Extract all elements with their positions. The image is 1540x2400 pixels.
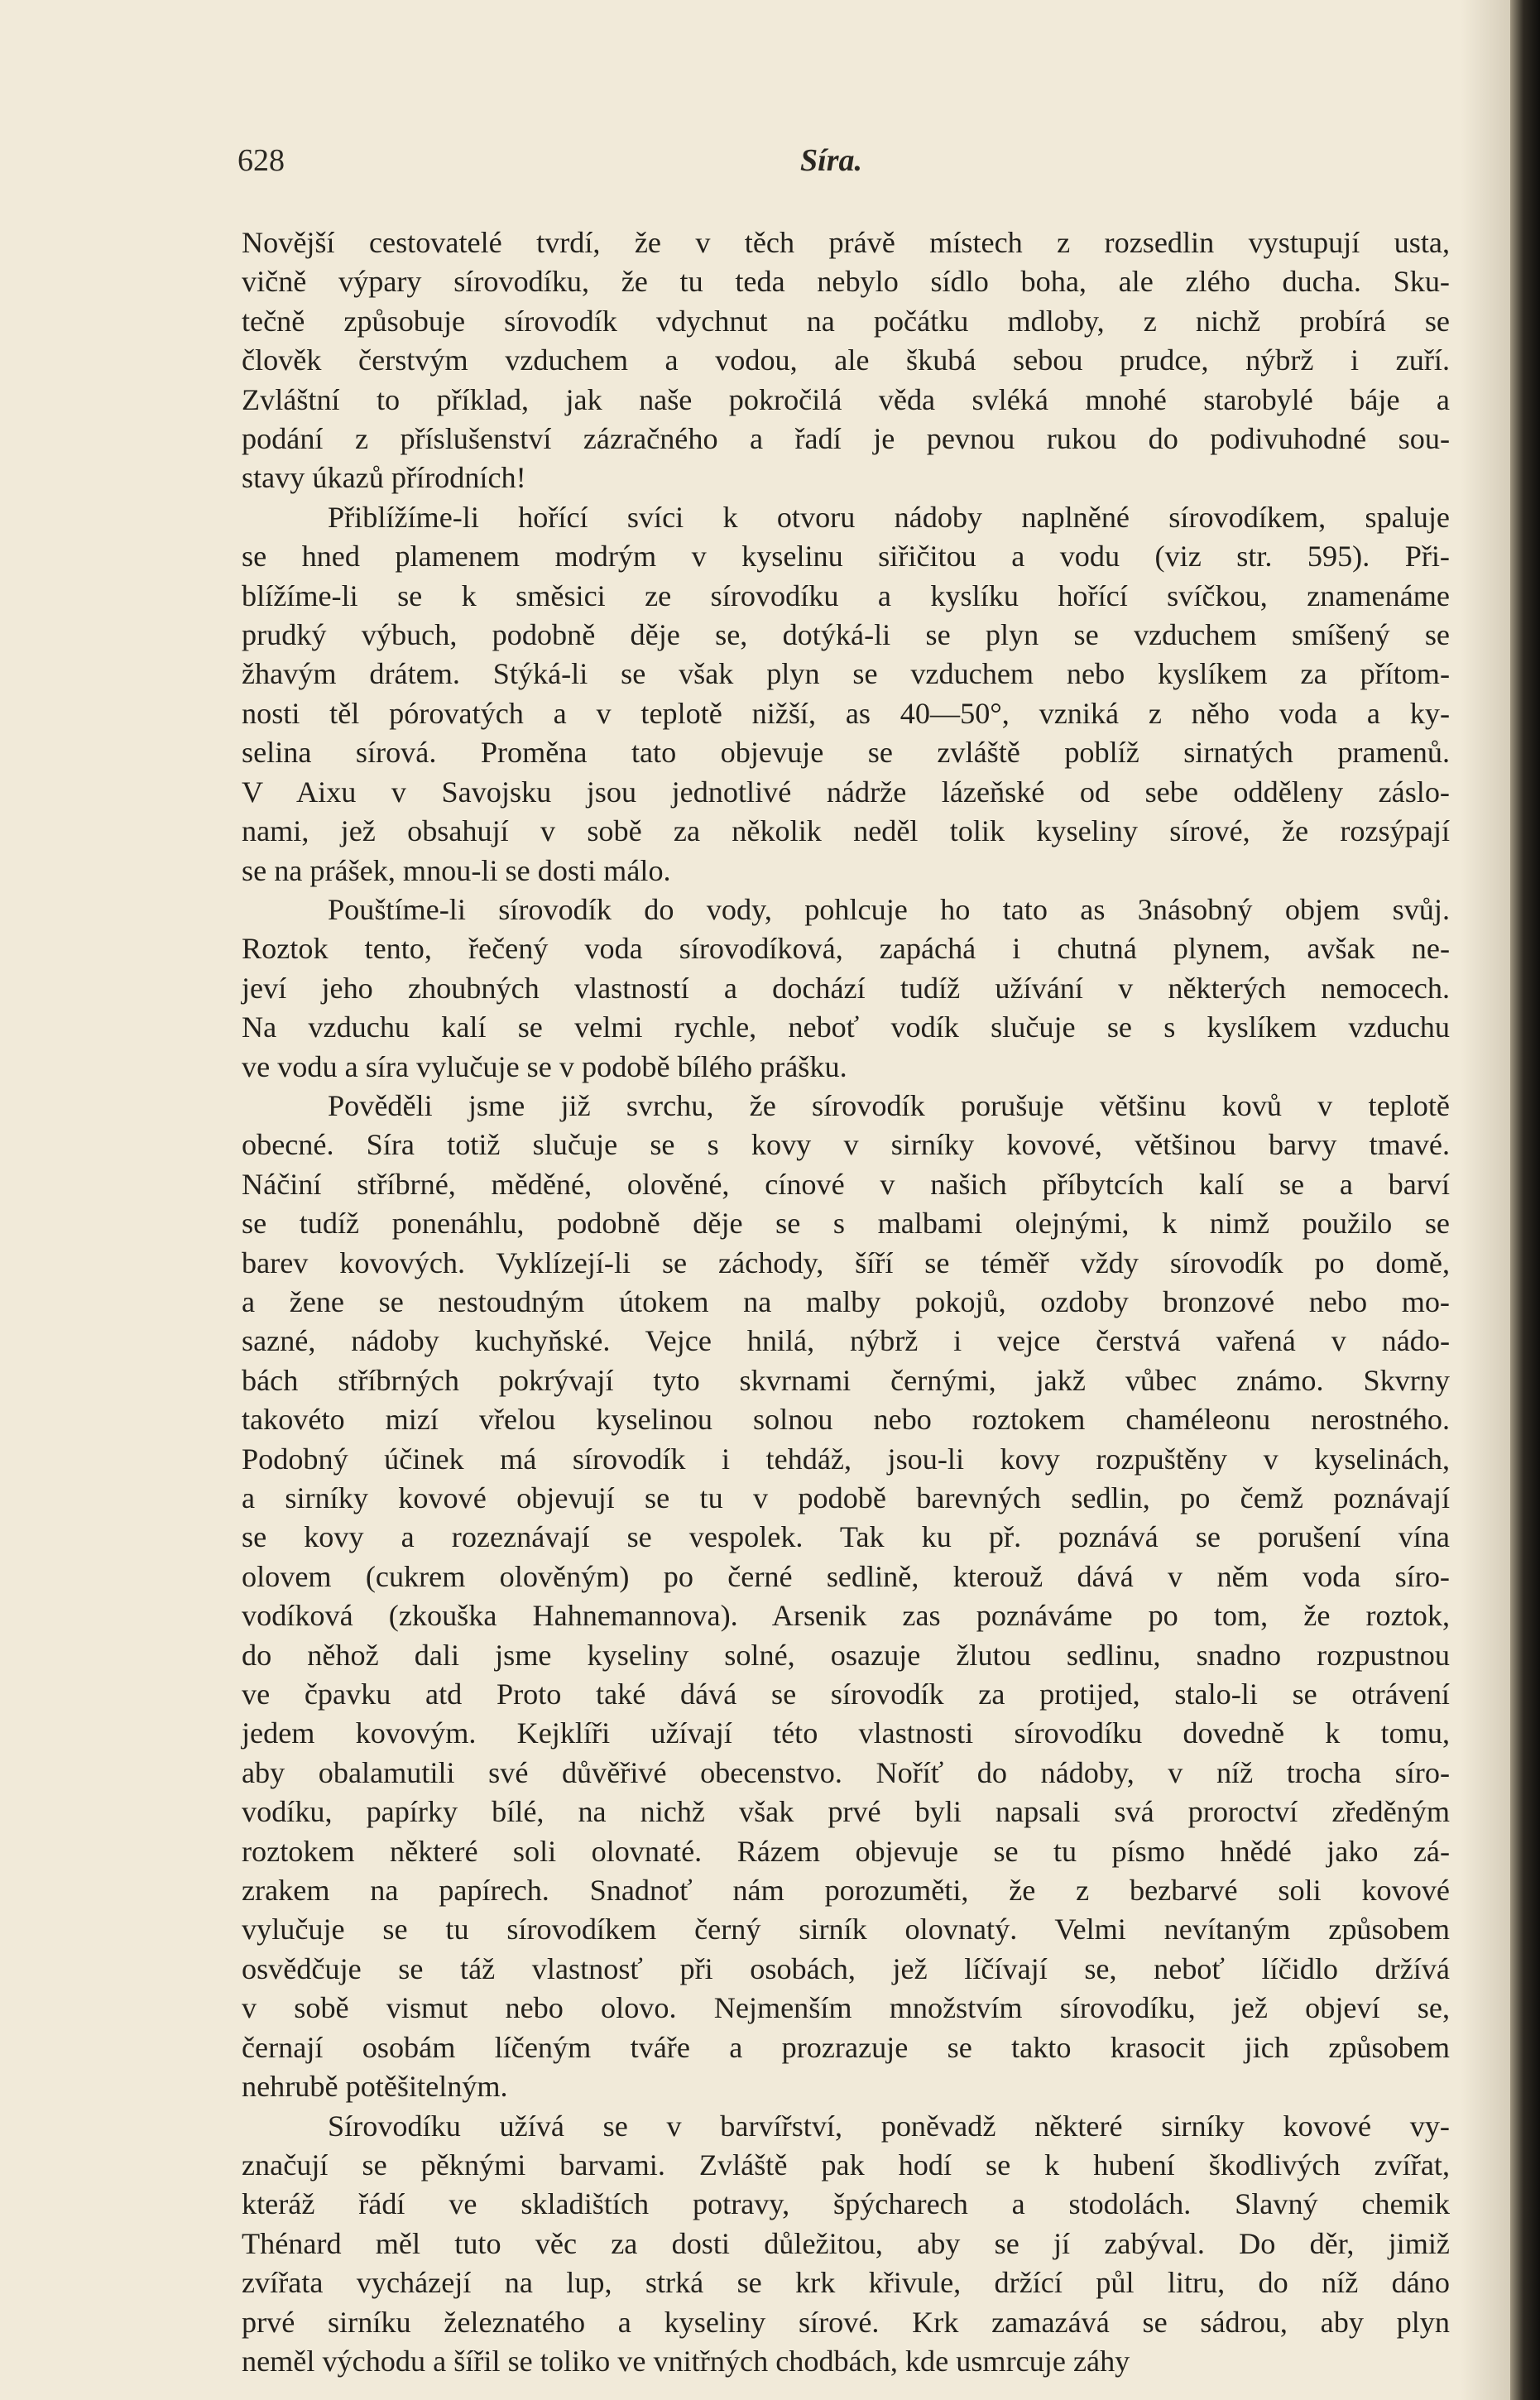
text-line: Pověděli jsme již svrchu, že sírovodík porušuje většinu kovů v teplotě	[328, 1088, 1450, 1122]
text-line: žhavým drátem. Stýká-li se však plyn se vzduchem nebo kyslíkem za přítom-	[242, 657, 1450, 691]
text-line: jeví jeho zhoubných vlastností a dochází tudíž užívání v některých nemocech.	[242, 971, 1450, 1005]
text-line: Na vzduchu kalí se velmi rychle, neboť vodík slučuje se s kyslíkem vzduchu	[242, 1010, 1450, 1044]
text-line: prudký výbuch, podobně děje se, dotýká-li se plyn se vzduchem smíšený se	[242, 618, 1450, 652]
text-line: sazné, nádoby kuchyňské. Vejce hnilá, nýbrž i vejce čerstvá vařená v nádo-	[242, 1324, 1450, 1358]
running-title: Síra.	[800, 143, 862, 178]
text-line: se na prášek, mnou-li se dosti málo.	[242, 853, 671, 887]
text-line: v sobě vismut nebo olovo. Nejmenším množstvím sírovodíku, jež objeví se,	[242, 1991, 1450, 2025]
text-line: zrakem na papírech. Snadnoť nám porozuměti, že z bezbarvé soli kovové	[242, 1874, 1450, 1908]
binding-shadow	[1461, 0, 1510, 2400]
text-line: osvědčuje se táž vlastnosť při osobách, jež líčívají se, neboť líčidlo držívá	[242, 1951, 1450, 1985]
text-line: ve vodu a síra vylučuje se v podobě bílého prášku.	[242, 1049, 847, 1083]
paragraph	[242, 223, 1450, 498]
text-line: olovem (cukrem olověným) po černé sedlině, kterouž dává v něm voda síro-	[242, 1559, 1450, 1593]
text-line: Roztok tento, řečený voda sírovodíková, zapáchá i chutná plynem, avšak ne-	[242, 932, 1450, 966]
text-line: zvířata vycházejí na lup, strká se krk křivule, držící půl litru, do níž dáno	[242, 2266, 1450, 2300]
text-line: nami, jež obsahují v sobě za několik neděl tolik kyseliny sírové, že rozsýpají	[242, 814, 1450, 848]
text-line: takovéto mizí vřelou kyselinou solnou nebo roztokem chaméleonu nerostného.	[242, 1403, 1450, 1437]
text-line: roztokem některé soli olovnaté. Rázem objevuje se tu písmo hnědé jako zá-	[242, 1834, 1450, 1868]
text-line: člověk čerstvým vzduchem a vodou, ale škubá sebou prudce, nýbrž i zuří.	[242, 343, 1450, 377]
text-line: značují se pěknými barvami. Zvláště pak hodí se k hubení škodlivých zvířat,	[242, 2148, 1450, 2182]
text-line: Sírovodíku užívá se v barvířství, poněvadž některé sirníky kovové vy-	[328, 2109, 1450, 2143]
text-line: tečně způsobuje sírovodík vdychnut na počátku mdloby, z nichž probírá se	[242, 304, 1450, 338]
paragraph	[242, 890, 1450, 1087]
page-header	[237, 142, 1454, 187]
text-line: vodíková (zkouška Hahnemannova). Arsenik zas poznáváme po tom, že roztok,	[242, 1599, 1450, 1633]
text-line: stavy úkazů přírodních!	[242, 461, 526, 495]
text-line: obecné. Síra totiž slučuje se s kovy v sirníky kovové, většinou barvy tmavé.	[242, 1128, 1450, 1162]
text-line: prvé sirníku železnatého a kyseliny sírové. Krk zamazává se sádrou, aby plyn	[242, 2305, 1450, 2339]
paragraph	[242, 1087, 1450, 2107]
text-line: a žene se nestoudným útokem na malby pokojů, ozdoby bronzové nebo mo-	[242, 1284, 1450, 1318]
text-line: Náčiní stříbrné, měděné, olověné, cínové v našich příbytcích kalí se a barví	[242, 1167, 1450, 1201]
text-line: kteráž řádí ve skladištích potravy, špýcharech a stodolách. Slavný chemik	[242, 2187, 1450, 2221]
book-spine-edge	[1510, 0, 1540, 2400]
text-line: se hned plamenem modrým v kyselinu siřičitou a vodu (viz str. 595). Při-	[242, 540, 1450, 574]
text-line: Novější cestovatelé tvrdí, že v těch právě místech z rozsedlin vystupují usta,	[242, 226, 1450, 259]
text-line: podání z příslušenství zázračného a řadí je pevnou rukou do podivuhodné sou-	[242, 422, 1450, 456]
text-line: nosti těl pórovatých a v teplotě nižší, as 40—50°, vzniká z něho voda a ky-	[242, 696, 1450, 730]
text-line: nehrubě potěšitelným.	[242, 2070, 508, 2104]
text-line: neměl východu a šířil se toliko ve vnitřných chodbách, kde usmrcuje záhy	[242, 2344, 1130, 2378]
text-line: barev kovových. Vyklízejí-li se záchody, šíří se téměř vždy sírovodík po domě,	[242, 1246, 1450, 1279]
text-line: bách stříbrných pokrývají tyto skvrnami černými, jakž vůbec známo. Skvrny	[242, 1363, 1450, 1397]
text-line: jedem kovovým. Kejklíři užívají této vlastnosti sírovodíku dovedně k tomu,	[242, 1716, 1450, 1750]
body-text	[242, 223, 1450, 2381]
text-line: Přiblížíme-li hořící svíci k otvoru nádoby naplněné sírovodíkem, spaluje	[328, 500, 1450, 534]
text-line: Pouštíme-li sírovodík do vody, pohlcuje ho tato as 3násobný objem svůj.	[328, 892, 1450, 926]
text-line: Thénard měl tuto věc za dosti důležitou, aby se jí zabýval. Do děr, jimiž	[242, 2226, 1450, 2260]
paragraph	[242, 2107, 1450, 2382]
paragraph	[242, 498, 1450, 890]
text-line: blížíme-li se k směsici ze sírovodíku a kyslíku hořící svíčkou, znamenáme	[242, 578, 1450, 612]
text-line: aby obalamutili své důvěřivé obecenstvo. Noříť do nádoby, v níž trocha síro-	[242, 1755, 1450, 1789]
text-line: do něhož dali jsme kyseliny solné, osazuje žlutou sedlinu, snadno rozpustnou	[242, 1638, 1450, 1672]
text-line: vodíku, papírky bílé, na nichž však prvé byli napsali svá proroctví zředěným	[242, 1795, 1450, 1829]
text-line: vičně výpary sírovodíku, že tu teda nebylo sídlo boha, ale zlého ducha. Sku-	[242, 265, 1450, 299]
text-line: se tudíž ponenáhlu, podobně děje se s malbami olejnými, k nimž použilo se	[242, 1207, 1450, 1241]
page-number: 628	[237, 143, 285, 178]
text-line: selina sírová. Proměna tato objevuje se zvláště poblíž sirnatých pramenů.	[242, 736, 1450, 770]
text-line: vylučuje se tu sírovodíkem černý sirník olovnatý. Velmi nevítaným způsobem	[242, 1913, 1450, 1946]
text-line: se kovy a rozeznávají se vespolek. Tak ku př. poznává se porušení vína	[242, 1520, 1450, 1554]
text-line: ve čpavku atd Proto také dává se sírovodík za protijed, stalo-li se otrávení	[242, 1678, 1450, 1711]
text-line: Zvláštní to příklad, jak naše pokročilá věda svléká mnohé starobylé báje a	[242, 382, 1450, 416]
text-line: černají osobám líčeným tváře a prozrazuje se takto krasocit jich způsobem	[242, 2030, 1450, 2064]
text-line: a sirníky kovové objevují se tu v podobě barevných sedlin, po čemž poznávají	[242, 1481, 1450, 1514]
text-line: Podobný účinek má sírovodík i tehdáž, jsou-li kovy rozpuštěny v kyselinách,	[242, 1442, 1450, 1476]
text-line: V Aixu v Savojsku jsou jednotlivé nádrže lázeňské od sebe odděleny záslo-	[242, 775, 1450, 809]
